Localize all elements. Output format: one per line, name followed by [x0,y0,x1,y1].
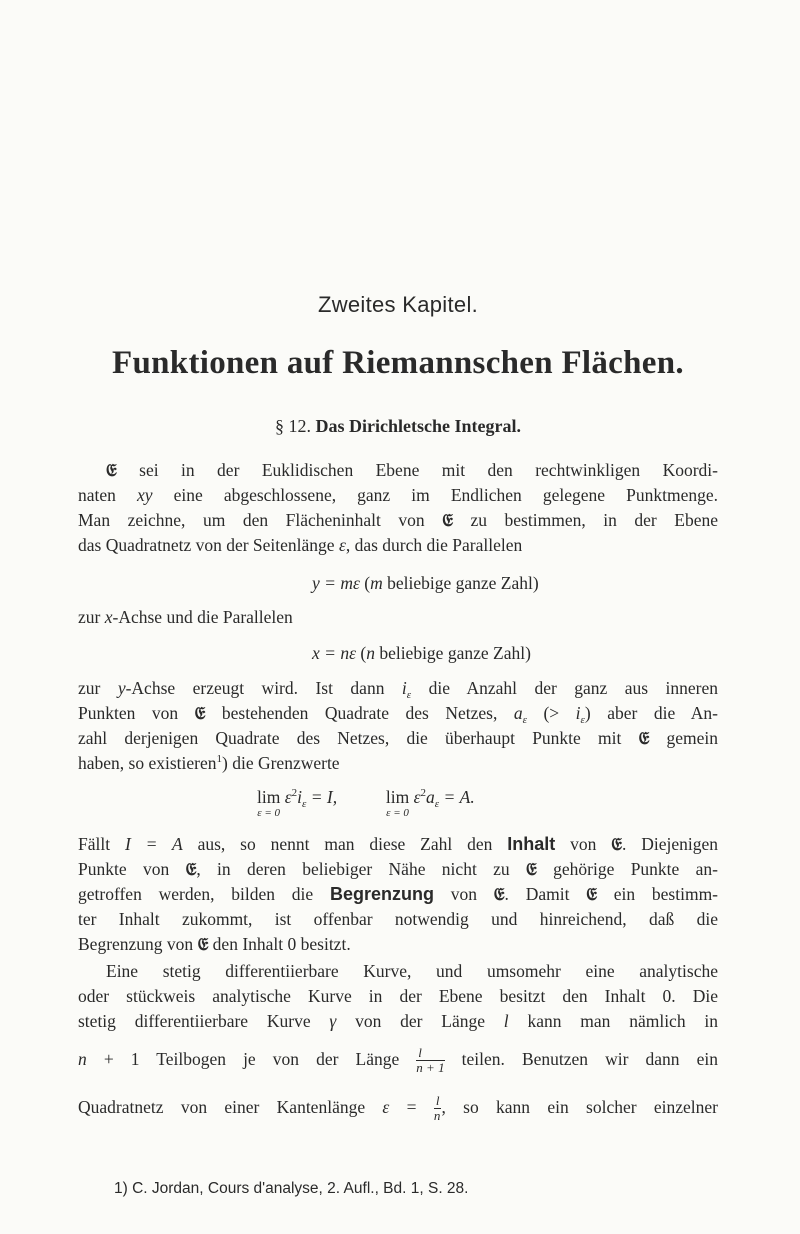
text-line: oder stückweis analytische Kurve in der Ebene besitzt den Inhalt 0. Die [78,986,718,1006]
footnote: 1) C. Jordan, Cours d'analyse, 2. Aufl., Bd. 1, S. 28. [114,1180,469,1197]
chapter-heading: Zweites Kapitel. [317,292,479,317]
text-line: Fällt I = A aus, so nennt man diese Zahl den Inhalt von 𝔈. Diejenigen [78,834,719,855]
equation-x: x = nε (n beliebige ganze Zahl) [312,643,531,663]
text-line: zur x-Achse und die Parallelen [78,607,293,627]
chapter-title: Funktionen auf Riemannschen Flächen. [112,345,684,381]
symbol-E: 𝔈 [106,461,117,481]
text-line: Punkte von 𝔈, in deren beliebiger Nähe nicht zu 𝔈 gehörige Punkte an- [78,859,719,880]
fraction: $\frac{l}{n + 1}$ [416,1045,445,1076]
section-title: Das Dirichletsche Integral. [315,416,521,436]
text-line: stetig differentiierbare Kurve γ von der Länge l kann man nämlich in [78,1011,718,1031]
text-line: getroffen werden, bilden die Begrenzung von 𝔈. Damit 𝔈 ein bestimm- [78,884,719,905]
fraction: $\frac{l}{n}$ [433,1093,441,1124]
text-line: Quadratnetz von einer Kantenlänge ε = $\frac{l}{n}$ , so kann ein solcher einzelner [78,1093,718,1124]
limit-equations: lim ε = 0 $\varepsilon^2i_\varepsilon = I$, lim ε = 0 $\varepsilon^2a_\varepsilon = A$. [257,787,475,819]
text-line: 𝔈 sei in der Euklidischen Ebene mit den rechtwinkligen Koordi- [106,460,718,481]
footnote-marker: 1 [216,753,222,765]
text-line: haben, so existieren$^1$) die Grenzwerte [78,753,340,773]
section-number: § 12. [275,416,312,436]
text-line: Begrenzung von 𝔈 den Inhalt 0 besitzt. [78,934,351,955]
book-page [78,0,718,1234]
text-line: Man zeichne, um den Flächeninhalt von 𝔈 zu bestimmen, in der Ebene [78,510,718,531]
text-line: zahl derjenigen Quadrate des Netzes, die überhaupt Punkte mit 𝔈 gemein [78,728,719,749]
text-line: ter Inhalt zukommt, ist offenbar notwendig und hinreichend, daß die [78,909,718,929]
equation-y: y = mε (m beliebige ganze Zahl) [312,573,539,593]
text-line: n + 1 Teilbogen je von der Länge $\frac{l}{n + 1}$ teilen. Benutzen wir dann ein [78,1045,718,1076]
section-heading [78,416,718,437]
text-line: zur y-Achse erzeugt wird. Ist dann $i_\varepsilon$ die Anzahl der ganz aus inneren [78,678,718,701]
text-line: Punkten von 𝔈 bestehenden Quadrate des Netzes, $a_\varepsilon$ (> $i_\varepsilon$) aber die An- [78,703,718,726]
text-line: Eine stetig differentiierbare Kurve, und umsomehr eine analytische [106,961,718,981]
text-line: naten xy eine abgeschlossene, ganz im Endlichen gelegene Punktmenge. [78,485,718,505]
text-line: das Quadratnetz von der Seitenlänge ε, das durch die Parallelen [78,535,523,555]
